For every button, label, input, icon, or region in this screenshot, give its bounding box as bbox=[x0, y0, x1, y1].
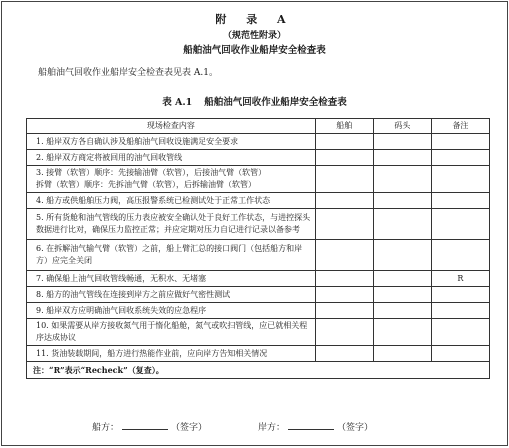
check-item-line: 7. 确保船上油气回收管线畅通，无积水、无堵塞 bbox=[36, 273, 207, 283]
table-header-row bbox=[27, 119, 490, 134]
note-cell[interactable] bbox=[431, 134, 489, 150]
note-cell[interactable] bbox=[431, 303, 489, 319]
table-row bbox=[27, 303, 490, 319]
check-item bbox=[27, 150, 316, 166]
check-item-line: 10. 如果需要从岸方接收氮气用于惰化船舱，氮气或吹扫管线，应已就相关程序达成协议 bbox=[36, 321, 308, 342]
note-cell[interactable]: R bbox=[431, 271, 489, 287]
header-shore: 码头 bbox=[373, 119, 431, 134]
ship-signature-label: 船方： bbox=[92, 423, 120, 433]
table-title: 船舶油气回收作业船岸安全检查表 bbox=[204, 97, 347, 108]
table-row bbox=[27, 271, 490, 287]
header-check-content: 现场检查内容 bbox=[27, 119, 316, 134]
shore-check-cell[interactable] bbox=[373, 209, 431, 240]
table-note: 注：“R”表示“Recheck”（复查）。 bbox=[27, 362, 490, 379]
document-page bbox=[1, 1, 508, 446]
table-row bbox=[27, 319, 490, 346]
note-cell[interactable] bbox=[431, 209, 489, 240]
shore-check-cell[interactable] bbox=[373, 303, 431, 319]
appendix-title: 附 录 A bbox=[215, 13, 294, 26]
note-cell[interactable] bbox=[431, 193, 489, 209]
check-item bbox=[27, 287, 316, 303]
shore-check-cell[interactable] bbox=[373, 193, 431, 209]
note-cell[interactable] bbox=[431, 287, 489, 303]
shore-check-cell[interactable] bbox=[373, 287, 431, 303]
table-row bbox=[27, 193, 490, 209]
table-row bbox=[27, 346, 490, 362]
shore-check-cell[interactable] bbox=[373, 319, 431, 346]
check-item-line: 1. 船岸双方各自确认涉及船舶油气回收设施满足安全要求 bbox=[36, 136, 239, 146]
note-cell[interactable] bbox=[431, 150, 489, 166]
ship-check-cell[interactable] bbox=[315, 150, 373, 166]
header-note: 备注 bbox=[431, 119, 489, 134]
shore-signature-blank[interactable] bbox=[288, 420, 334, 430]
note-cell[interactable] bbox=[431, 346, 489, 362]
check-item-line: 9. 船岸双方应明确油气回收系统失效的应急程序 bbox=[36, 305, 207, 315]
table-caption bbox=[2, 94, 507, 108]
appendix-name: 船舶油气回收作业船岸安全检查表 bbox=[183, 45, 326, 56]
check-item bbox=[27, 271, 316, 287]
shore-check-cell[interactable] bbox=[373, 134, 431, 150]
ship-check-cell[interactable] bbox=[315, 346, 373, 362]
table-note-row bbox=[27, 362, 490, 379]
shore-check-cell[interactable] bbox=[373, 240, 431, 271]
ship-check-cell[interactable] bbox=[315, 209, 373, 240]
check-item bbox=[27, 193, 316, 209]
check-item-line: 5. 所有货舱和油气管线的压力表应被安全确认处于良好工作状态，与进控探头数据进行比对，确保压力监控正常；并应定期对压力自记进行记录以备参考 bbox=[36, 213, 311, 234]
note-cell[interactable] bbox=[431, 166, 489, 193]
ship-check-cell[interactable] bbox=[315, 134, 373, 150]
note-cell[interactable] bbox=[431, 319, 489, 346]
ship-check-cell[interactable] bbox=[315, 287, 373, 303]
check-item bbox=[27, 240, 316, 271]
check-item bbox=[27, 346, 316, 362]
check-item-line: 3. 接臂（软管）顺序：先接输油臂（软管），后接油气臂（软管） bbox=[36, 168, 267, 177]
note-cell[interactable] bbox=[431, 240, 489, 271]
shore-check-cell[interactable] bbox=[373, 271, 431, 287]
shore-check-cell[interactable] bbox=[373, 150, 431, 166]
ship-check-cell[interactable] bbox=[315, 303, 373, 319]
table-number: 表 A.1 bbox=[162, 97, 193, 108]
check-item bbox=[27, 134, 316, 150]
appendix-type: （规范性附录） bbox=[222, 31, 286, 41]
ship-signature bbox=[92, 420, 207, 433]
table-row bbox=[27, 287, 490, 303]
check-item-line: 2. 船岸双方商定将被回用的油气回收管线 bbox=[36, 152, 183, 162]
shore-signature-label: 岸方： bbox=[258, 423, 286, 433]
check-item-line: 11. 货油装载期间，船方进行热能作业前，应向岸方告知相关情况 bbox=[36, 348, 268, 358]
safety-check-table bbox=[26, 118, 490, 379]
shore-check-cell[interactable] bbox=[373, 346, 431, 362]
shore-signature-hint: （签字） bbox=[337, 423, 374, 433]
shore-signature bbox=[258, 420, 373, 433]
ship-check-cell[interactable] bbox=[315, 240, 373, 271]
shore-check-cell[interactable] bbox=[373, 166, 431, 193]
check-item bbox=[27, 319, 316, 346]
table-row bbox=[27, 209, 490, 240]
check-item bbox=[27, 303, 316, 319]
table-row bbox=[27, 166, 490, 193]
ship-signature-blank[interactable] bbox=[122, 420, 168, 430]
check-item-line: 8. 船方的油气管线在连接到岸方之前应做好气密性测试 bbox=[36, 289, 231, 299]
table-row bbox=[27, 240, 490, 271]
ship-signature-hint: （签字） bbox=[171, 423, 208, 433]
ship-check-cell[interactable] bbox=[315, 193, 373, 209]
intro-text: 船舶油气回收作业船岸安全检查表见表 A.1。 bbox=[38, 68, 218, 78]
check-item-line: 4. 船方或供船舶压力阀，高压报警系统已检测试处于正常工作状态 bbox=[36, 195, 271, 205]
ship-check-cell[interactable] bbox=[315, 319, 373, 346]
table-row bbox=[27, 134, 490, 150]
ship-check-cell[interactable] bbox=[315, 166, 373, 193]
check-item-line: 6. 在拆解油气输气臂（软管）之前，船上臂汇总的接口阀门（包括船方和岸方）应完全关闭 bbox=[36, 244, 303, 265]
table-row bbox=[27, 150, 490, 166]
check-item bbox=[27, 166, 316, 193]
check-item-line: 拆臂（软管）顺序：先拆油气臂（软管），后拆输油臂（软管） bbox=[36, 180, 256, 189]
ship-check-cell[interactable] bbox=[315, 271, 373, 287]
header-ship: 船舶 bbox=[315, 119, 373, 134]
check-item bbox=[27, 209, 316, 240]
